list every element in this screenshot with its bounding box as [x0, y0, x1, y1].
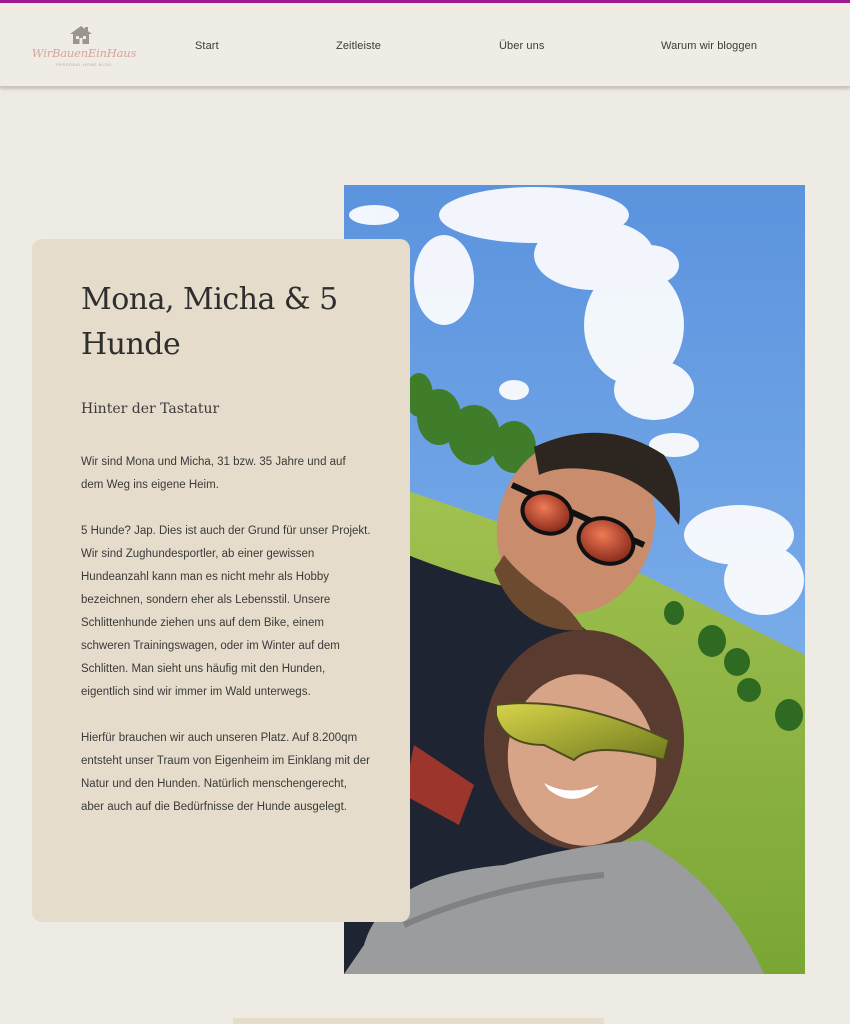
nav-item-zeitleiste[interactable]: Zeitleiste	[336, 40, 382, 52]
about-title: Mona, Micha & 5 Hunde	[81, 282, 338, 362]
site-header	[0, 3, 850, 87]
nav-item-warum-wir-bloggen[interactable]: Warum wir bloggen	[661, 40, 758, 52]
logo-brand-text: WirBauenEinHaus	[31, 46, 137, 60]
next-section-edge	[233, 1018, 604, 1024]
house-icon	[69, 25, 93, 45]
nav-item-ueber-uns[interactable]: Über uns	[499, 40, 545, 52]
site-logo[interactable]	[30, 25, 140, 71]
logo-tagline: PERSONAL HOME BLOG	[56, 62, 112, 67]
about-paragraph: Hierfür brauchen wir auch unseren Platz. Auf 8.200qm entsteht unser Traum von Eigenheim im Einklang mit der Natur und den Hunden. Natürlich menschengerecht, aber auch auf die Bedürfnisse der Hunde ausgelegt.	[81, 732, 370, 813]
couple-photo	[344, 185, 805, 974]
about-paragraph: 5 Hunde? Jap. Dies ist auch der Grund für unser Projekt. Wir sind Zughundesportler, ab einer gewissen Hundeanzahl kann man es nicht mehr als Hobby bezeichnen, sondern eher als Lebensstil. Unsere Schlittenhunde ziehen uns auf dem Bike, einem schweren Trainingswagen, oder im Winter auf dem Schlitten. Man sieht uns häufig mit den Hunden, eigentlich sind wir immer im Wald unterwegs.	[81, 525, 371, 698]
about-body	[81, 451, 371, 842]
couple-selfie-image	[344, 185, 805, 974]
about-subtitle: Hinter der Tastatur	[81, 401, 220, 417]
about-paragraph: Wir sind Mona und Micha, 31 bzw. 35 Jahre und auf dem Weg ins eigene Heim.	[81, 456, 346, 491]
about-card	[32, 239, 410, 922]
nav-item-start[interactable]: Start	[195, 40, 219, 52]
